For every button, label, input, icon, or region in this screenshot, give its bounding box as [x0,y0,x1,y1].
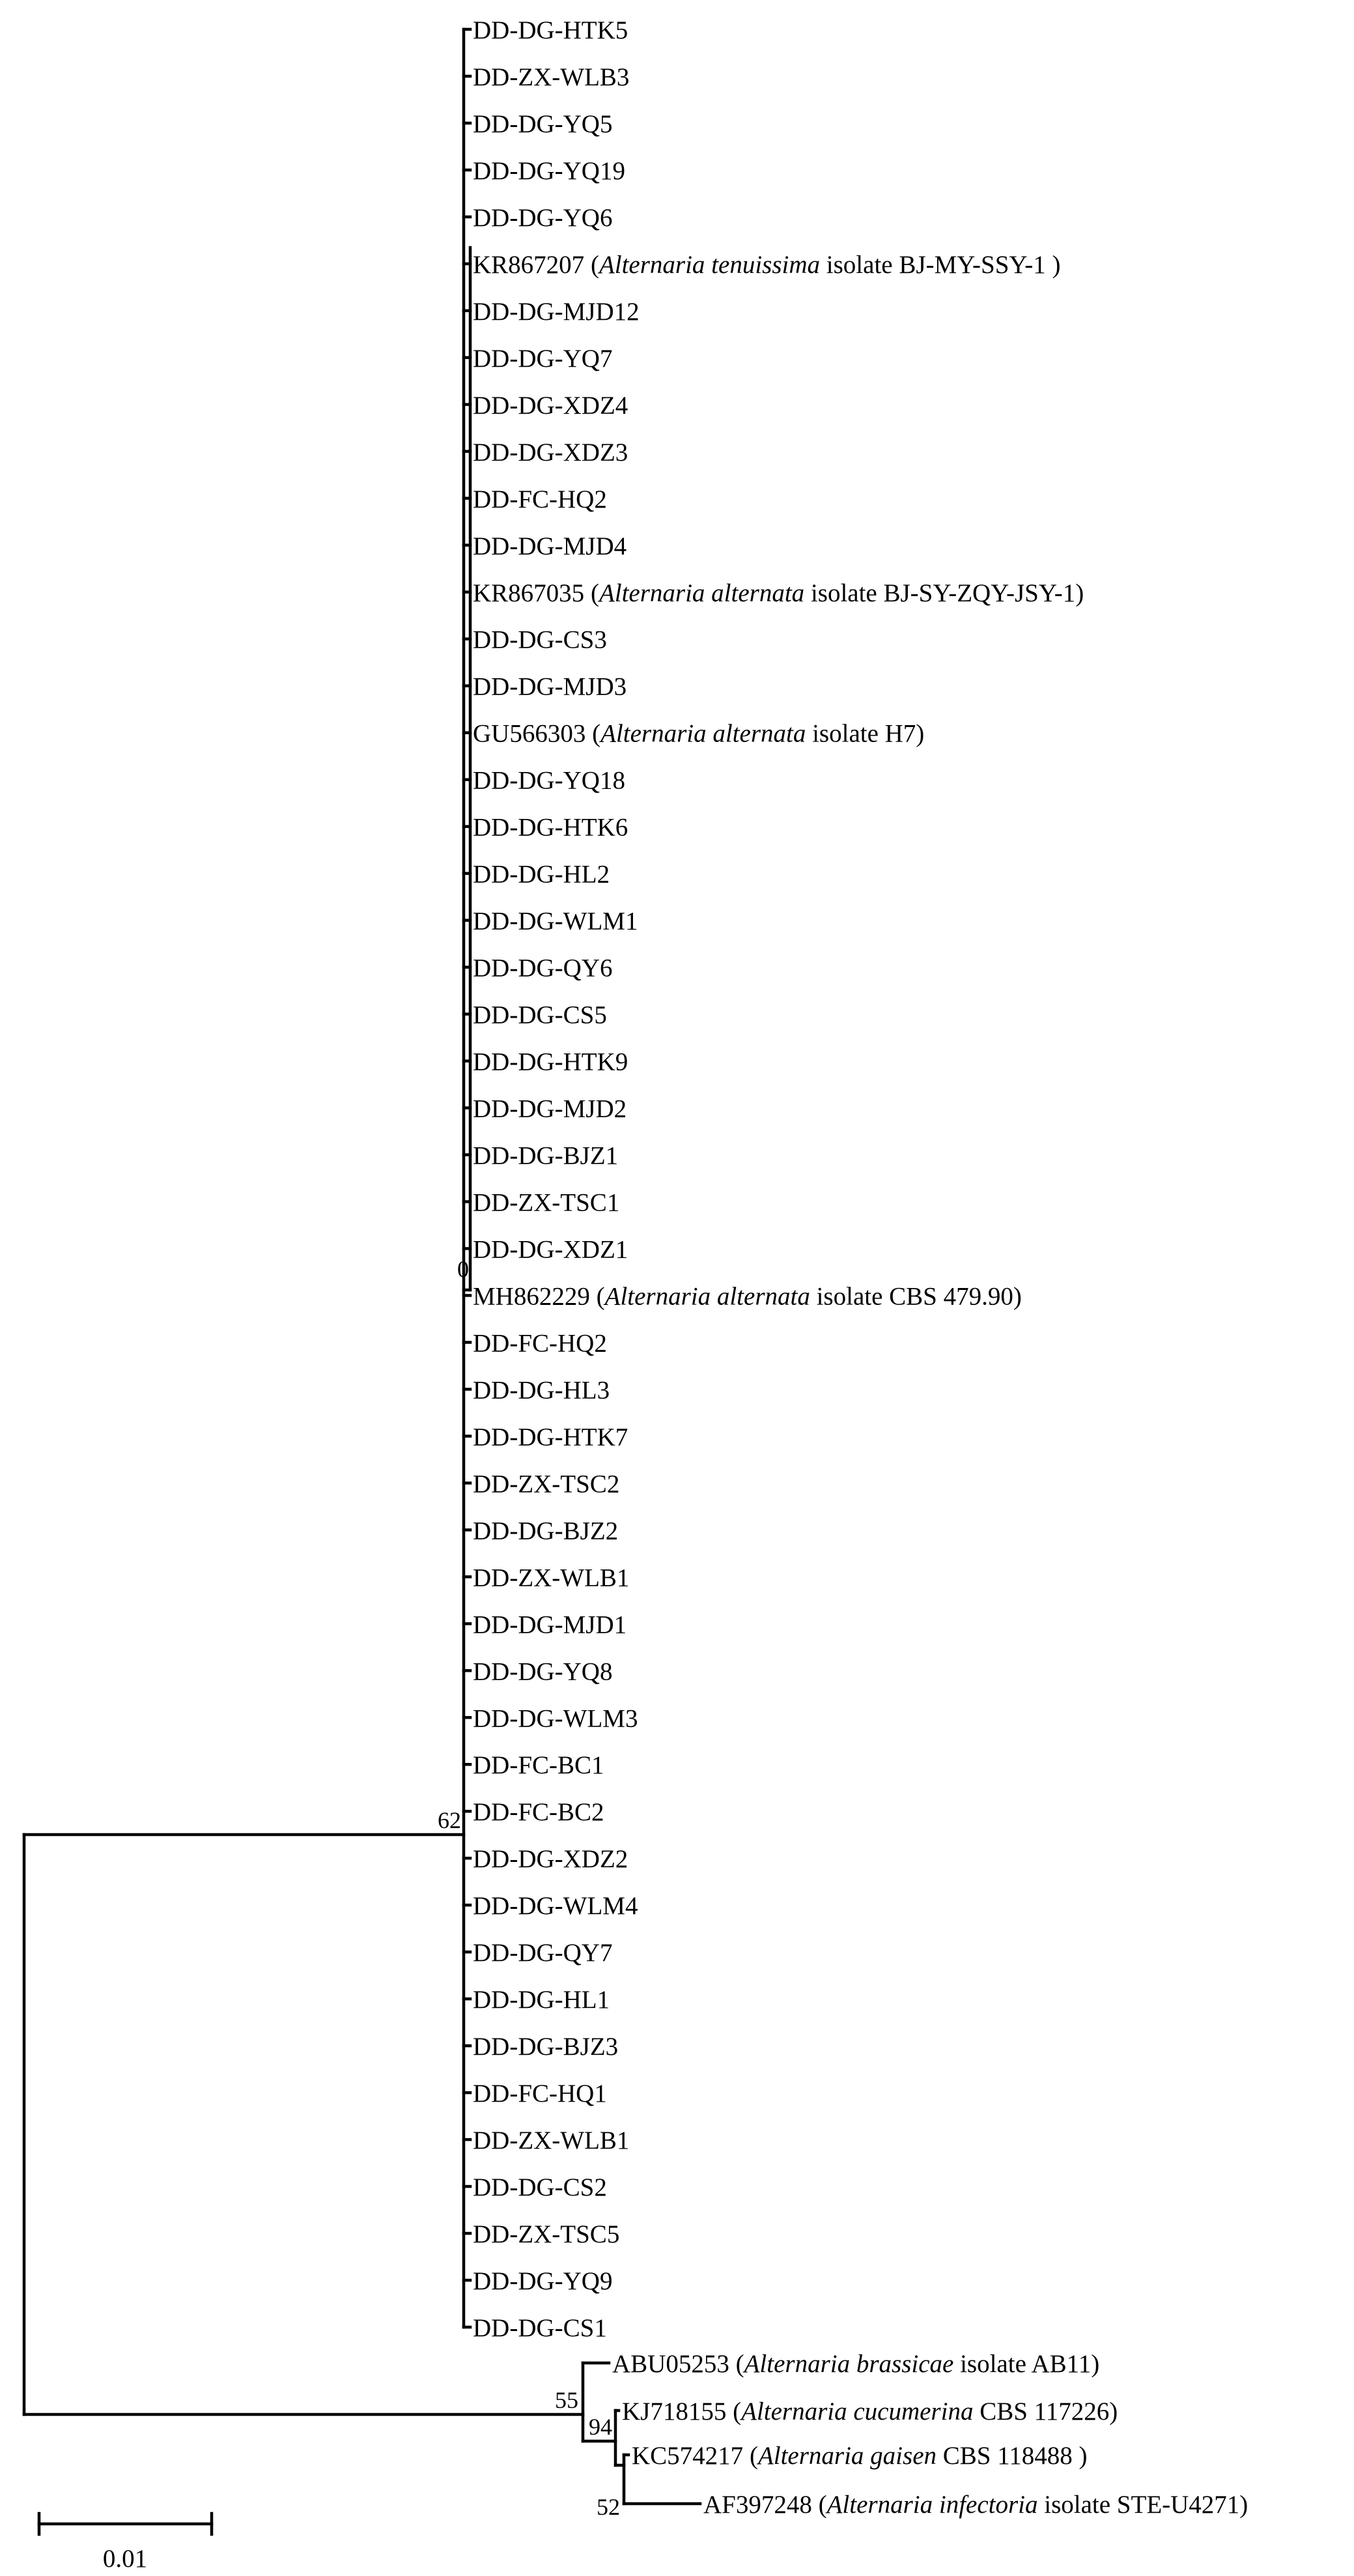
taxon-label [473,908,638,936]
taxon-label [473,1470,619,1498]
accession-id: KR867035 [473,579,585,607]
taxon-label [473,1282,1022,1310]
bootstrap-value-outgroup-inner: 94 [589,2414,612,2440]
taxon-label [473,673,627,701]
accession-id: DD-DG-XDZ4 [473,391,628,420]
accession-id: DD-DG-HTK9 [473,1048,628,1076]
taxon-label [612,2350,1099,2378]
taxon-label [473,1001,607,1029]
taxon-label [473,438,628,466]
accession-id: DD-ZX-WLB1 [473,2126,630,2155]
accession-id: DD-FC-HQ2 [473,1329,607,1358]
isolate-details: isolate BJ-MY-SSY-1 ) [820,250,1061,279]
taxon-label [473,1095,627,1123]
accession-id: MH862229 [473,1282,590,1311]
taxon-label [473,63,629,91]
taxon-label [473,579,1084,607]
accession-id: DD-DG-CS1 [473,2314,607,2342]
open-parenthesis: ( [743,2442,758,2470]
taxon-label [473,1376,610,1404]
taxon-label [703,2491,1248,2519]
accession-id: DD-DG-YQ7 [473,344,613,373]
taxon-label [473,345,612,373]
species-name: Alternaria gaisen [757,2442,937,2470]
accession-id: DD-DG-YQ5 [473,109,613,138]
accession-id: DD-DG-WLM1 [473,907,638,936]
taxon-label [473,1845,628,1873]
taxon-label [473,1798,604,1826]
accession-id: DD-DG-WLM4 [473,1892,638,1921]
taxon-label [473,954,612,982]
accession-id: KC574217 [632,2442,744,2470]
taxon-label [473,2220,619,2248]
accession-id: DD-DG-CS5 [473,1001,607,1029]
accession-id: DD-DG-CS3 [473,625,607,654]
accession-id: DD-DG-QY6 [473,954,613,982]
open-parenthesis: ( [589,1282,605,1311]
accession-id: DD-DG-HTK6 [473,813,628,842]
accession-id: DD-DG-HL3 [473,1376,610,1405]
taxon-label [473,861,610,889]
accession-id: DD-DG-YQ9 [473,2267,613,2296]
accession-id: DD-DG-HTK7 [473,1423,628,1452]
species-name: Alternaria infectoria [826,2491,1038,2519]
accession-id: DD-DG-MJD12 [473,297,640,326]
accession-id: KR867207 [473,250,585,279]
open-parenthesis: ( [726,2397,742,2426]
accession-id: DD-DG-HL1 [473,1986,610,2014]
scale-bar-label: 0.01 [102,2545,148,2573]
isolate-details: isolate H7) [806,719,925,748]
species-name: Alternaria alternata [600,719,806,748]
taxon-label [473,2314,607,2342]
taxon-label [622,2397,1118,2426]
bootstrap-value-inner-node: 0 [457,1256,469,1282]
taxon-label [473,204,612,232]
species-name: Alternaria alternata [599,579,805,607]
accession-id: DD-DG-MJD3 [473,672,627,701]
taxon-label [632,2442,1088,2470]
taxon-label [473,626,607,654]
open-parenthesis: ( [729,2350,744,2378]
taxon-label [473,1704,638,1732]
accession-id: DD-DG-BJZ1 [473,1141,619,1170]
accession-id: DD-DG-QY7 [473,1939,613,1968]
taxon-label [473,1610,627,1639]
accession-id: DD-ZX-WLB1 [473,1564,630,1592]
accession-id: DD-DG-YQ18 [473,766,625,795]
accession-id: DD-DG-XDZ1 [473,1235,628,1264]
accession-id: DD-DG-XDZ2 [473,1845,628,1874]
taxon-label [473,1939,612,1967]
accession-id: DD-DG-BJZ3 [473,2033,619,2061]
taxon-label [473,2267,612,2295]
taxon-label [473,1892,638,1920]
accession-id: DD-DG-YQ6 [473,203,613,232]
accession-id: DD-DG-YQ19 [473,156,625,185]
isolate-details: isolate BJ-SY-ZQY-JSY-1) [804,579,1084,607]
isolate-details: CBS 117226) [973,2397,1118,2426]
accession-id: DD-DG-BJZ2 [473,1517,619,1545]
accession-id: KJ718155 [622,2397,727,2426]
accession-id: DD-DG-HTK5 [473,16,628,44]
accession-id: DD-ZX-TSC5 [473,2220,620,2249]
species-name: Alternaria cucumerina [741,2397,974,2426]
taxon-label [473,720,924,748]
accession-id: DD-DG-WLM3 [473,1704,638,1733]
accession-id: ABU05253 [612,2350,729,2378]
accession-id: DD-ZX-WLB3 [473,63,630,91]
accession-id: DD-DG-YQ8 [473,1657,613,1686]
taxon-label [473,1564,629,1592]
accession-id: DD-DG-HL2 [473,860,610,889]
taxon-label [473,1657,612,1685]
taxon-label [473,251,1060,279]
open-parenthesis: ( [585,719,601,748]
bootstrap-value-outgroup-leaf-pair: 52 [597,2494,620,2520]
accession-id: DD-ZX-TSC2 [473,1470,620,1498]
accession-id: GU566303 [473,719,586,748]
taxon-label [473,485,607,513]
accession-id: AF397248 [703,2491,812,2519]
open-parenthesis: ( [584,250,599,279]
species-name: Alternaria brassicae [744,2350,954,2378]
taxon-label [473,298,640,326]
accession-id: DD-FC-HQ1 [473,2080,607,2108]
accession-id: DD-FC-HQ2 [473,485,607,513]
accession-id: DD-FC-BC2 [473,1798,604,1827]
accession-id: DD-ZX-TSC1 [473,1188,620,1217]
outgroup-taxon-labels [612,2350,1248,2519]
taxon-label [473,392,628,420]
isolate-details: isolate AB11) [953,2350,1100,2378]
taxon-label [473,2080,607,2108]
accession-id: DD-DG-MJD2 [473,1095,627,1123]
taxon-label [473,1329,607,1357]
main-clade-taxon-labels [473,16,1084,2342]
taxon-label [473,1517,618,1545]
isolate-details: isolate STE-U4271) [1037,2491,1248,2519]
taxon-label [473,1751,604,1779]
taxon-label [473,1188,619,1216]
accession-id: DD-DG-MJD1 [473,1610,627,1639]
taxon-label [473,2033,618,2061]
accession-id: DD-DG-CS2 [473,2173,607,2202]
taxon-label [473,110,612,138]
bootstrap-value-outgroup: 55 [555,2387,578,2413]
open-parenthesis: ( [811,2491,827,2519]
taxon-label [473,767,625,795]
accession-id: DD-DG-MJD4 [473,532,627,560]
taxon-label [473,1142,618,1170]
taxon-label [473,2173,607,2201]
taxon-label [473,16,628,44]
accession-id: DD-FC-BC1 [473,1751,604,1780]
species-name: Alternaria alternata [604,1282,810,1311]
taxon-label [473,532,627,560]
taxon-label [473,1048,628,1076]
isolate-details: isolate CBS 479.90) [810,1282,1022,1311]
isolate-details: CBS 118488 ) [937,2442,1088,2470]
taxon-label [473,2126,629,2154]
bootstrap-value-main-clade: 62 [438,1807,461,1833]
taxon-label [473,1235,628,1263]
open-parenthesis: ( [584,579,599,607]
species-name: Alternaria tenuissima [599,250,821,279]
taxon-label [473,1423,628,1451]
taxon-label [473,1986,610,2014]
taxon-label [473,157,625,185]
accession-id: DD-DG-XDZ3 [473,438,628,466]
taxon-label [473,814,628,842]
